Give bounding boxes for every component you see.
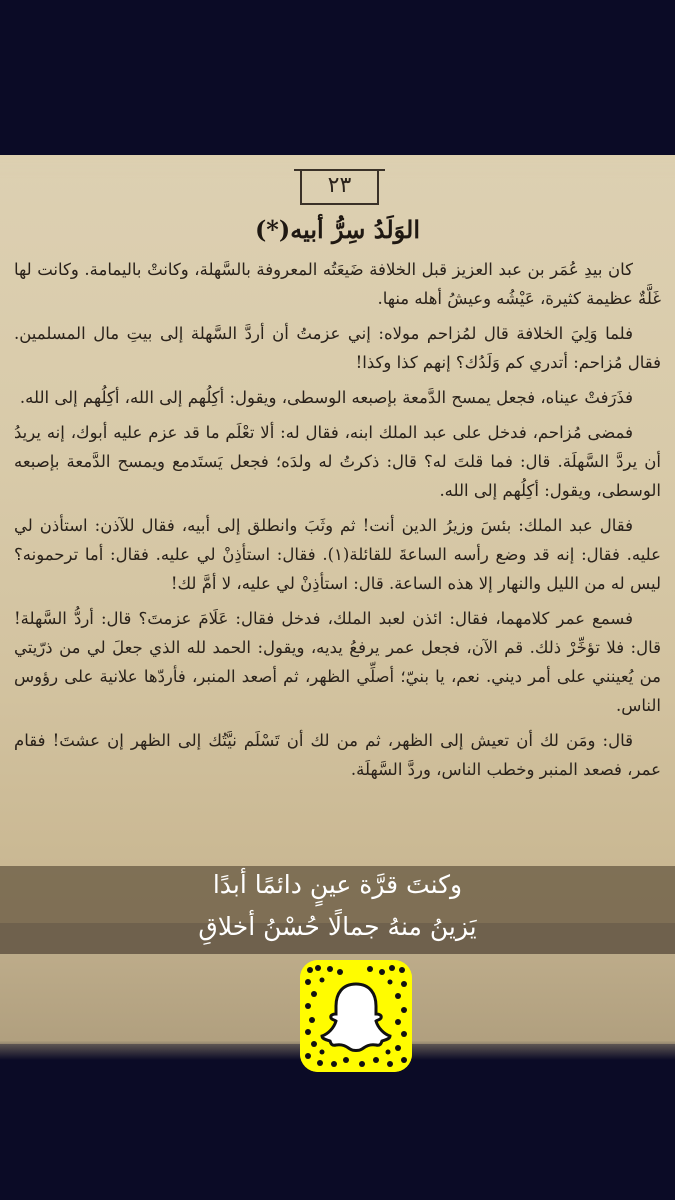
page-body — [14, 255, 661, 790]
snapchat-ghost-icon — [300, 960, 412, 1072]
paragraph: قال: ومَن لك أن تعيش إلى الظهر، ثم من لك أن تَسْلَم نيَّتُك إلى الظهر إن عشتَ! فقام عمر، فصعد المنبر وخطب الناس، وردَّ السَّهلَة. — [14, 731, 661, 779]
chapter-title: الوَلَدُ سِرُّ أبيه(*) — [254, 215, 421, 244]
paragraph: فسمع عمر كلامهما، فقال: ائذن لعبد الملك، فدخل فقال: عَلَامَ عزمتَ؟ قال: أردُّ السَّهلة! قال: فلا تؤخِّرْ ذلك. قم الآن، فجعل عمر يرفعُ يديه، ويقول: الحمد لله الذي جعلَ لي من ذرّيتي من يُعينني على أمر ديني. نعم، يا بنيّ؛ أصلِّي الظهر، ثم أصعد المنبر، فأردّها علانية على رؤوس الناس. — [14, 609, 661, 715]
paragraph: فقال عبد الملك: بئسَ وزيرُ الدين أنت! ثم وثَبَ وانطلق إلى أبيه، فقال للآذن: استأذن لي عليه. فقال: إنه قد وضع رأسه الساعةَ للقائلة(١). فقال: استأذِنْ لي عليه. فقال: أما ترحمونه؟ ليس له من الليل والنهار إلا هذه الساعة. قال: استأذِنْ لي عليه، لا أمَّ لك! — [14, 516, 661, 593]
page-number-box — [300, 169, 379, 205]
caption-line-1: وكنتَ قرَّة عينٍ دائمًا أبدًا — [212, 870, 463, 899]
page-number: ٢٣ — [327, 173, 352, 198]
caption-line-2: يَزينُ منهُ جمالًا حُسْنُ أخلاقِ — [198, 912, 477, 941]
paragraph: فذَرَفتْ عيناه، فجعل يمسح الدَّمعة بإصبعه الوسطى، ويقول: أكِلُهم إلى الله، أكِلُهم إلى الله. — [19, 388, 633, 407]
page-edge-glow — [0, 155, 675, 160]
paragraph: فمضى مُزاحم، فدخل على عبد الملك ابنه، فقال له: ألا تعْلَم ما قد عزم عليه أبوك، إنه يريدُ أن يردَّ السَّهلَة. قال: فما قلتَ له؟ قال: ذكرتُ له ولدَه؛ فجعل يَستَدمع ويمسح الدَّمعة بإصبعه الوسطى، ويقول: أكِلُهم إلى الله. — [14, 423, 661, 500]
snapcode[interactable] — [300, 960, 412, 1072]
paragraph: كان بيدِ عُمَر بن عبد العزيز قبل الخلافة ضَيعَتُه المعروفة بالسَّهلة، وكانتْ باليمامة. وكانت لها غَلَّةٌ عظيمة كثيرة، عَيْشُه وعيشُ أهله منها. — [14, 260, 661, 308]
paragraph: فلما وَلِيَ الخلافة قال لمُزاحم مولاه: إني عزمتُ أن أردَّ السَّهلة إلى بيتِ مال المسلمين. فقال مُزاحم: أتدري كم وَلَدُك؟ إنهم كذا وكذا! — [14, 324, 661, 372]
book-page — [0, 155, 675, 923]
